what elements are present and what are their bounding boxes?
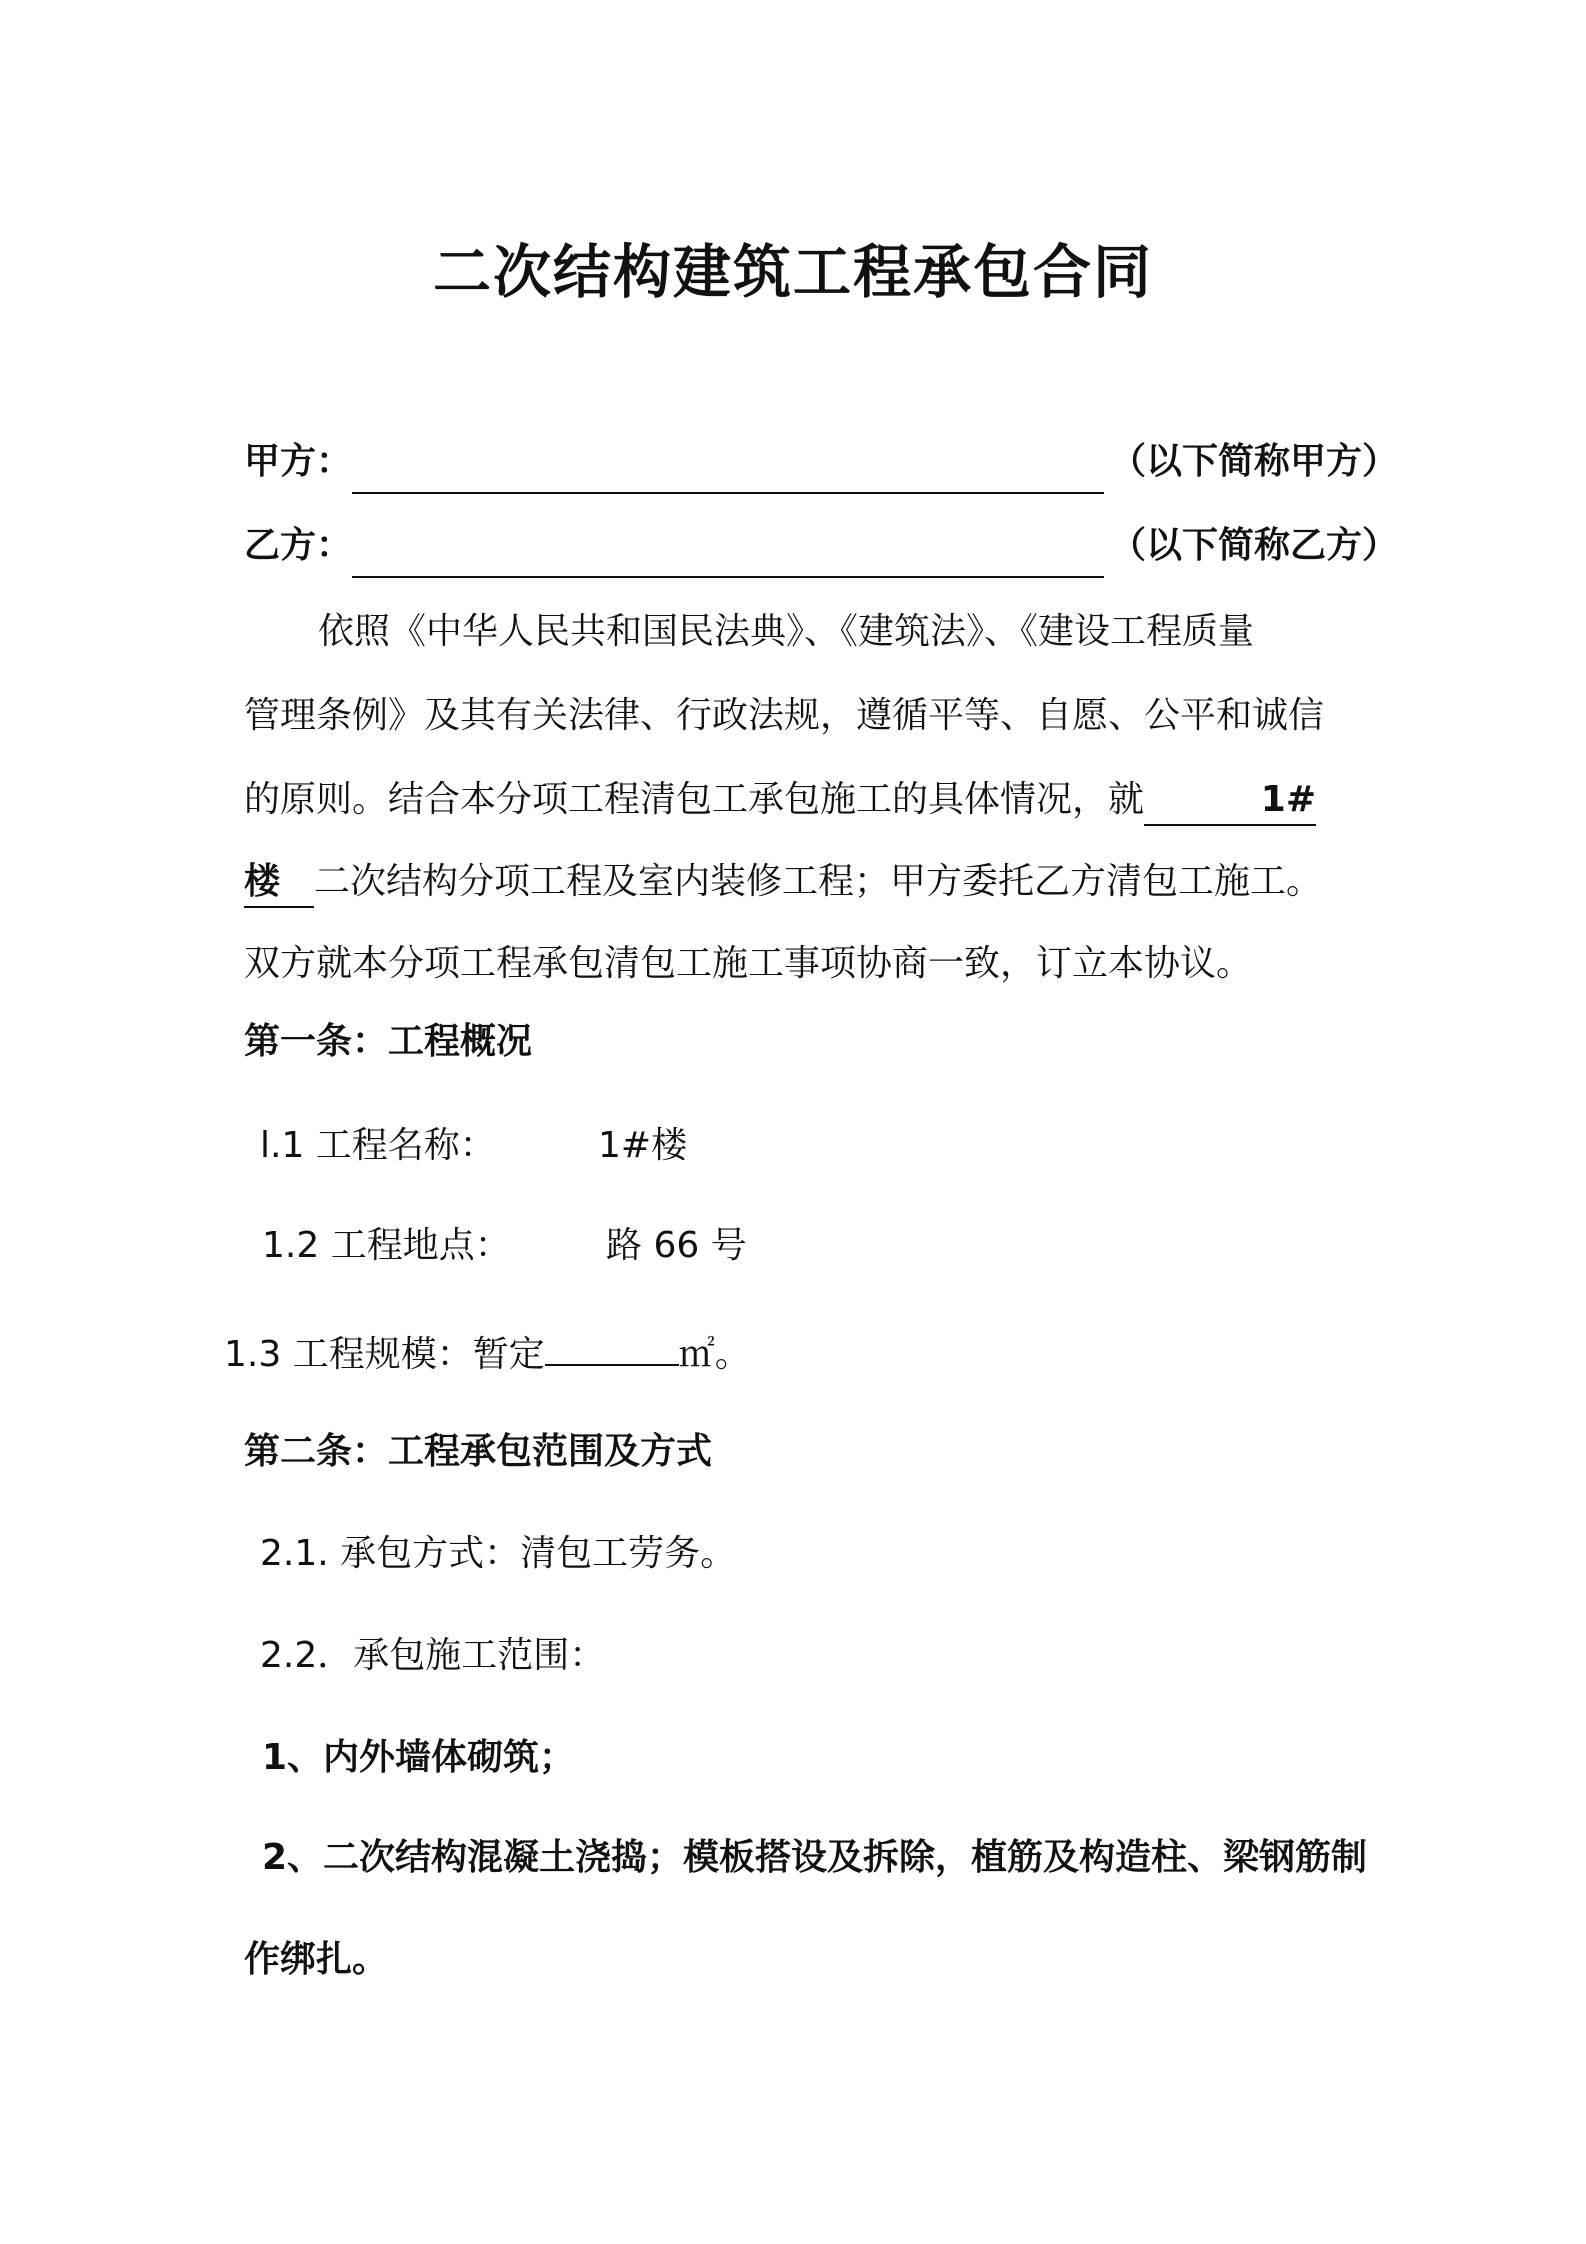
document-title: 二次结构建筑工程承包合同 bbox=[432, 238, 1153, 306]
scope-item-1: 1、内外墙体砌筑； bbox=[262, 1737, 576, 1778]
intro-line-4 bbox=[244, 858, 1322, 908]
party-b-label: 乙方： bbox=[244, 525, 353, 566]
project-name-label: l.1 工程名称： bbox=[260, 1125, 496, 1166]
intro-line-4-text: 二次结构分项工程及室内装修工程；甲方委托乙方清包工施工。 bbox=[314, 861, 1323, 902]
intro-line-2: 管理条例》及其有关法律、行政法规，遵循平等、自愿、公平和诚信 bbox=[244, 695, 1325, 736]
project-scale-unit: ㎡。 bbox=[678, 1334, 751, 1375]
scope-item-2-line-2: 作绑扎。 bbox=[244, 1939, 389, 1980]
building-suffix-fill: 楼 bbox=[244, 858, 314, 908]
contract-scope-heading: 2.2．承包施工范围： bbox=[260, 1635, 606, 1676]
party-a-label: 甲方： bbox=[244, 441, 353, 482]
article-1-heading: 第一条：工程概况 bbox=[244, 1021, 533, 1062]
party-a-blank[interactable] bbox=[352, 492, 1104, 494]
party-a-suffix: （以下简称甲方） bbox=[1110, 441, 1399, 482]
building-number-fill: 1# bbox=[1144, 776, 1316, 826]
project-scale-fill[interactable] bbox=[545, 1324, 679, 1366]
project-name-value: 1#楼 bbox=[598, 1125, 688, 1166]
intro-line-1: 依照《中华人民共和国民法典》、《建筑法》、《建设工程质量 bbox=[318, 611, 1255, 652]
article-2-heading: 第二条：工程承包范围及方式 bbox=[244, 1431, 713, 1472]
project-location-label: 1.2 工程地点： bbox=[262, 1225, 511, 1266]
intro-line-3 bbox=[244, 776, 1316, 826]
project-scale-line bbox=[224, 1324, 751, 1379]
party-b-blank[interactable] bbox=[352, 576, 1104, 578]
intro-line-3-text: 的原则。结合本分项工程清包工承包施工的具体情况，就 bbox=[244, 779, 1145, 820]
intro-line-5: 双方就本分项工程承包清包工施工事项协商一致，订立本协议。 bbox=[244, 943, 1253, 984]
scope-item-2-line-1: 2、二次结构混凝土浇捣；模板搭设及拆除，植筋及构造柱、梁钢筋制 bbox=[262, 1837, 1368, 1878]
project-scale-label: 1.3 工程规模：暂定 bbox=[224, 1334, 545, 1375]
contract-method: 2.1. 承包方式：清包工劳务。 bbox=[260, 1533, 737, 1574]
project-location-value: 路 66 号 bbox=[606, 1225, 747, 1266]
party-b-suffix: （以下简称乙方） bbox=[1110, 525, 1399, 566]
